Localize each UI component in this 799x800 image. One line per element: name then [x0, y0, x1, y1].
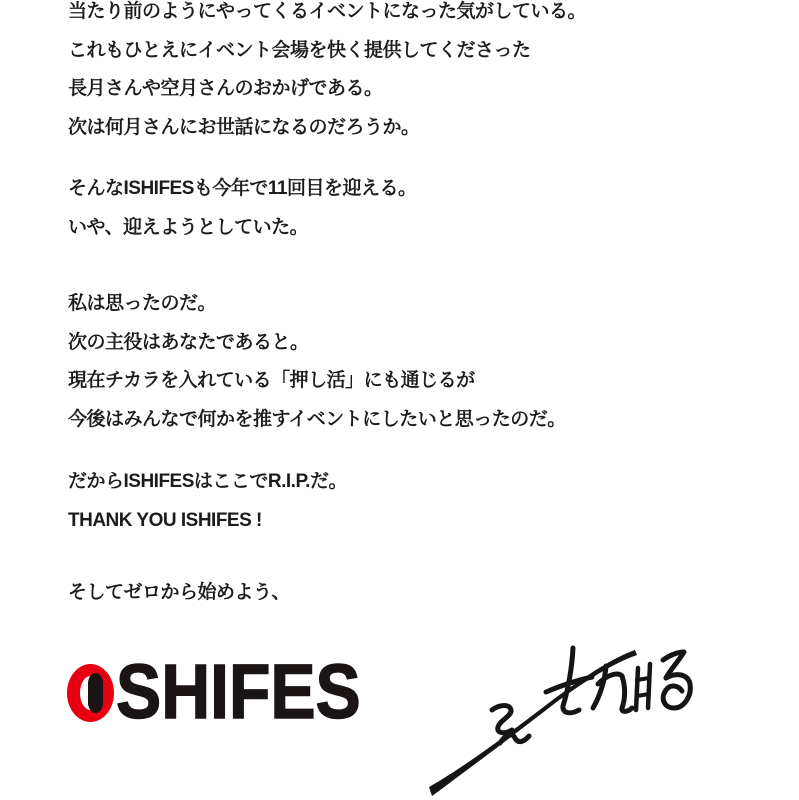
text-line: THANK YOU ISHIFES !: [68, 509, 262, 531]
text-line: 私は思ったのだ。: [68, 293, 217, 314]
handwritten-signature: [420, 628, 720, 798]
logo-oshifes: [67, 649, 394, 735]
logo-letter-o: [67, 664, 114, 722]
body-paragraph: [68, 285, 566, 439]
text-line: 長月さんや空月さんのおかげである。: [68, 78, 383, 99]
body-paragraph: [68, 0, 586, 147]
text-line: 当たり前のようにやってくるイベントになった気がしている。: [68, 1, 587, 22]
logo-text-shifes: SHIFES: [116, 649, 361, 735]
text-line: 現在チカラを入れている「押し活」にも通じるが: [68, 370, 475, 391]
logo-hidden-i-bar: [88, 673, 103, 713]
body-paragraph: [68, 170, 417, 247]
text-line: 次の主役はあなたであると。: [68, 331, 309, 353]
body-paragraph: [68, 574, 290, 613]
text-line: そしてゼロから始めよう、: [68, 582, 291, 603]
text-line: これもひとえにイベント会場を快く提供してくださった: [68, 39, 531, 61]
body-paragraph: [68, 463, 347, 540]
text-line: だからISHIFESはここでR.I.P.だ。: [68, 471, 347, 492]
text-line: 次は何月さんにお世話になるのだろうか。: [68, 116, 420, 138]
text-line: 今後はみんなで何かを推すイベントにしたいと思ったのだ。: [68, 408, 566, 430]
text-line: いや、迎えようとしていた。: [68, 216, 309, 238]
text-line: そんなISHIFESも今年で11回目を迎える。: [68, 178, 417, 199]
